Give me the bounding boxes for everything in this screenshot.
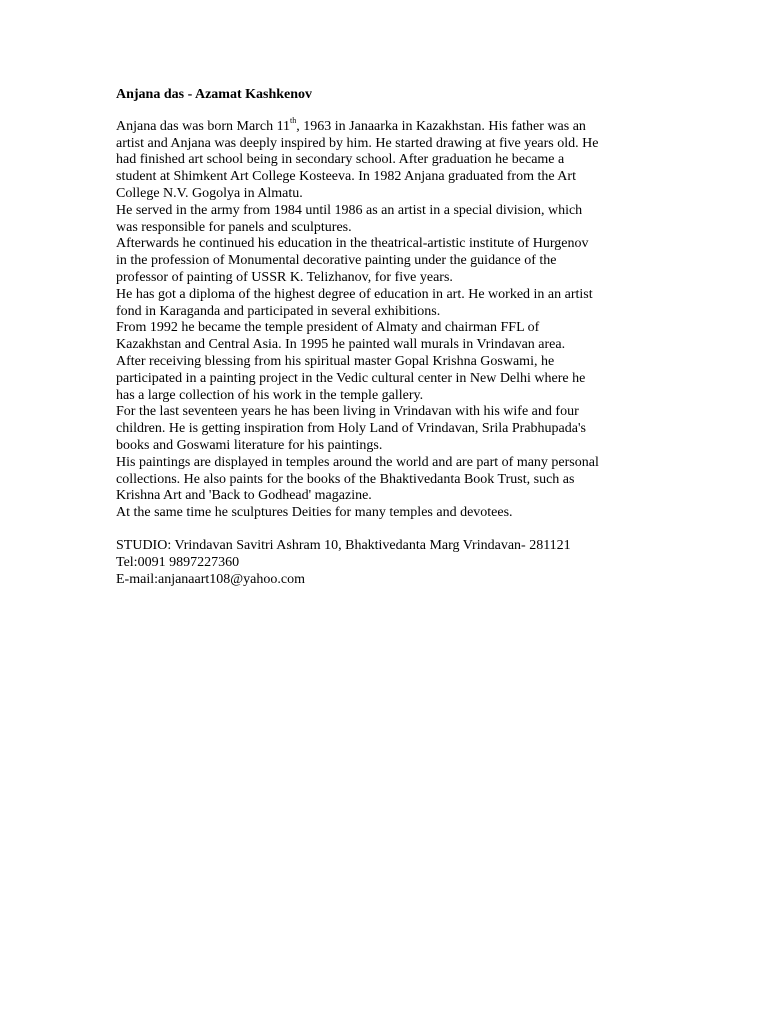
biography-line: College N.V. Gogolya in Almatu. [116,185,303,201]
biography-line: participated in a painting project in the Vedic cultural center in New Delhi where he [116,370,586,386]
biography-line-1 [116,116,656,136]
biography-line: His paintings are displayed in temples around the world and are part of many personal [116,454,599,470]
telephone-number: Tel:0091 9897227360 [116,554,240,570]
biography-line: For the last seventeen years he has been living in Vrindavan with his wife and four [116,404,579,420]
biography-line: At the same time he sculptures Deities for many temples and devotees. [116,505,513,521]
biography-line: in the profession of Monumental decorative painting under the guidance of the [116,253,557,269]
biography-line: student at Shimkent Art College Kosteeva. In 1982 Anjana graduated from the Art [116,169,576,185]
biography-line: Kazakhstan and Central Asia. In 1995 he painted wall murals in Vrindavan area. [116,337,566,353]
biography-line: After receiving blessing from his spiritual master Gopal Krishna Goswami, he [116,353,555,369]
biography-line: has a large collection of his work in the temple gallery. [116,387,424,403]
biography-line: was responsible for panels and sculptures. [116,219,352,235]
document-page [116,87,656,588]
birth-date-superscript: th [290,116,297,126]
biography-text [116,116,656,522]
biography-line: fond in Karaganda and participated in several exhibitions. [116,303,441,319]
biography-line: He served in the army from 1984 until 1986 as an artist in a special division, which [116,202,583,218]
biography-line: Krishna Art and 'Back to Godhead' magazine. [116,488,372,504]
studio-address: STUDIO: Vrindavan Savitri Ashram 10, Bhaktivedanta Marg Vrindavan- 281121 [116,537,571,553]
biography-line: professor of painting of USSR K. Telizhanov, for five years. [116,269,453,285]
birth-text-before: Anjana das was born March 11 [116,118,291,134]
document-title: Anjana das - Azamat Kashkenov [116,87,313,102]
biography-line: collections. He also paints for the books of the Bhaktivedanta Book Trust, such as [116,471,575,487]
biography-line: artist and Anjana was deeply inspired by him. He started drawing at five years old. He [116,135,599,151]
email-address: E-mail:anjanaart108@yahoo.com [116,571,305,587]
biography-line: children. He is getting inspiration from Holy Land of Vrindavan, Srila Prabhupada's [116,421,586,437]
birth-text-after: , 1963 in Janaarka in Kazakhstan. His father was an [296,118,586,134]
biography-line: had finished art school being in secondary school. After graduation he became a [116,152,565,168]
biography-line: He has got a diploma of the highest degree of education in art. He worked in an artist [116,286,593,302]
contact-block [116,538,656,588]
biography-line: Afterwards he continued his education in the theatrical-artistic institute of Hurgenov [116,236,589,252]
biography-line: From 1992 he became the temple president of Almaty and chairman FFL of [116,320,540,336]
biography-line: books and Goswami literature for his paintings. [116,437,383,453]
